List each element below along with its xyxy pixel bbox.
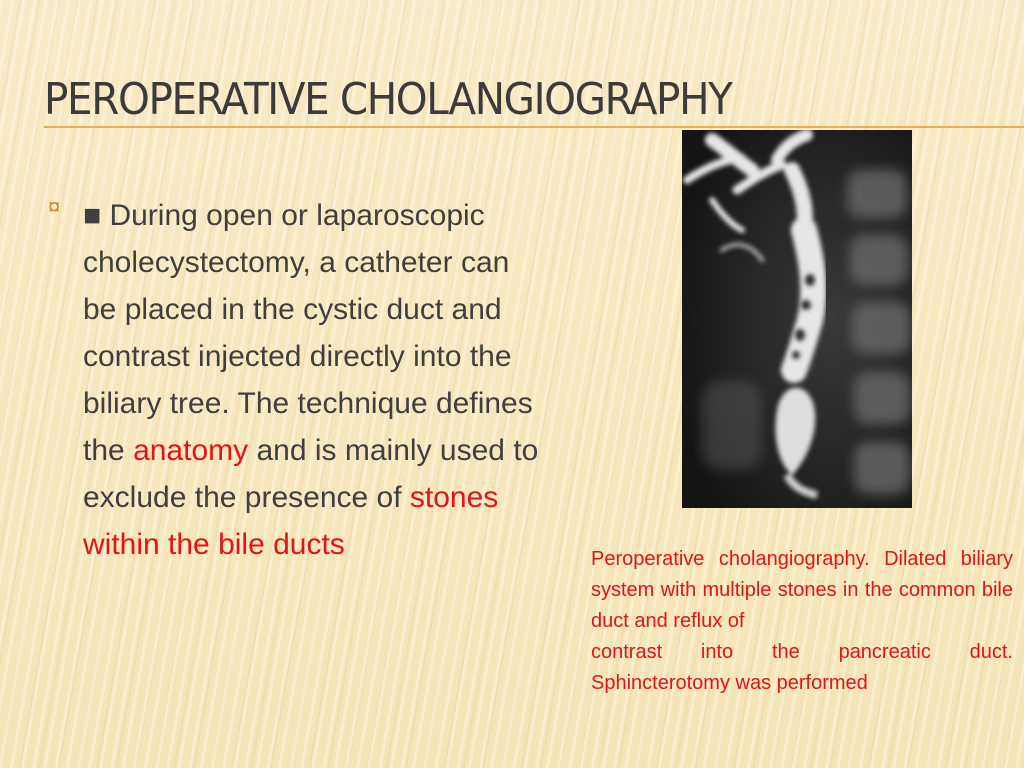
caption-line-1: Peroperative cholangiography. Dilated biliary system with multiple stones in the common bile duct and reflux of: [591, 548, 1013, 632]
body-lead: ■ During open or laparoscopic cholecystectomy, a catheter can be placed in the cystic duct and contrast injected directly into the biliary tree. The technique defines the: [83, 199, 533, 467]
bullet-list: [48, 192, 548, 568]
title-divider: [44, 126, 1024, 128]
highlight-anatomy: anatomy: [133, 434, 249, 467]
image-caption: [591, 544, 1013, 699]
bullet-icon: ¤: [48, 194, 61, 219]
body-middle: and is mainly used to exclude the presence of: [83, 434, 539, 514]
highlight-stones: stones within the bile ducts: [83, 481, 499, 561]
caption-line-2: contrast into the pancreatic duct. Sphincterotomy was performed: [591, 641, 1013, 694]
slide-title: PEROPERATIVE CHOLANGIOGRAPHY: [44, 74, 732, 125]
xray-image: [682, 130, 912, 508]
bullet-text: [83, 192, 548, 568]
